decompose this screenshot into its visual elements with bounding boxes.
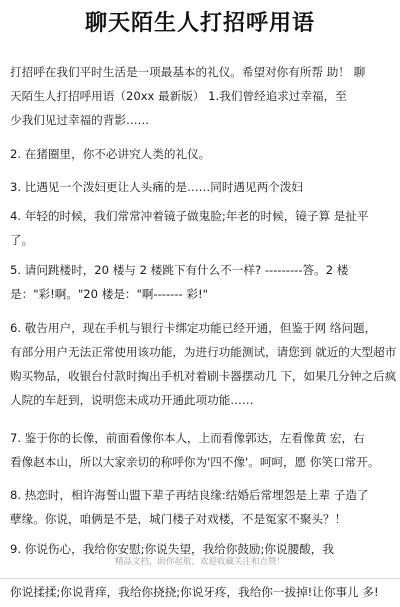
paragraph-item-8	[10, 483, 390, 531]
text-line: 打招呼在我们平时生活是一项最基本的礼仪。希望对你有所帮 助！ 聊	[10, 65, 366, 79]
footer-watermark-note: 精品文档，助你起航，欢迎收藏关注和点赞！	[114, 557, 285, 567]
page-divider	[0, 578, 400, 579]
paragraph-intro	[10, 60, 390, 132]
text-line: 4. 年轻的时候，我们常常冲着镜子做鬼脸;年老的时候，镜子算 是扯平	[10, 209, 369, 223]
paragraph-item-6	[10, 316, 397, 412]
text-line: 购买物品，收银台付款时掏出手机对着刷卡器摆动几 下，如果几分钟之后疯	[10, 369, 397, 383]
text-line: 8. 热恋时，相许海誓山盟下辈子再结良缘:结婚后常埋怨是上辈 子造了	[10, 488, 369, 502]
text-line: 看像赵本山，所以大家亲切的称呼你为'四不像'。呵呵，愿 你笑口常开。	[10, 455, 380, 469]
paragraph-item-9-continued	[10, 580, 390, 604]
text-line: 孽缘。你说，咱俩是不是，城门楼子对戏楼，不是冤家不聚头？！	[10, 512, 347, 526]
text-line: 5. 请问跳楼时，20 楼与 2 楼跳下有什么不一样? ---------答。2 楼	[10, 263, 349, 277]
text-line: 少我们见过幸福的背影……	[10, 113, 150, 127]
paragraph-item-7	[10, 426, 390, 474]
paragraph-item-4	[10, 204, 390, 252]
document-title: 聊天陌生人打招呼用语	[84, 11, 315, 36]
paragraph-item-3	[10, 175, 390, 199]
text-line: 9. 你说伤心，我给你安慰;你说失望，我给你鼓励;你说腰酸，我	[10, 542, 334, 556]
text-line: 了。	[10, 233, 34, 247]
text-line: 有部分用户无法正常使用该功能，为进行功能测试，请您到 就近的大型超市	[10, 345, 397, 359]
text-line: 是："彩!啊。"20 楼是："啊------- 彩!"	[10, 287, 208, 301]
paragraph-item-2	[10, 142, 390, 166]
text-line: 天陌生人打招呼用语（20xx 最新版） 1.我们曾经追求过幸福，至	[10, 89, 347, 103]
text-line: 人院的车赶到，说明您未成功开通此项功能……	[10, 393, 254, 407]
text-line: 7. 鉴于你的长像，前面看像你本人，上而看像郭达，左看像黄 宏，右	[10, 431, 365, 445]
text-line: 2. 在猪圈里，你不必讲究人类的礼仪。	[10, 147, 211, 161]
text-line: 3. 比遇见一个泼妇更让人头痛的是……同时遇见两个泼妇	[10, 180, 303, 194]
paragraph-item-5	[10, 258, 390, 306]
text-line: 6. 敬告用户，现在手机与银行卡绑定功能已经开通，但鉴于网 络问题，	[10, 321, 377, 335]
text-line: 你说揉揉;你说背痒，我给你挠挠;你说牙疼，我给你一拔掉!让你事儿 多!	[10, 585, 379, 599]
